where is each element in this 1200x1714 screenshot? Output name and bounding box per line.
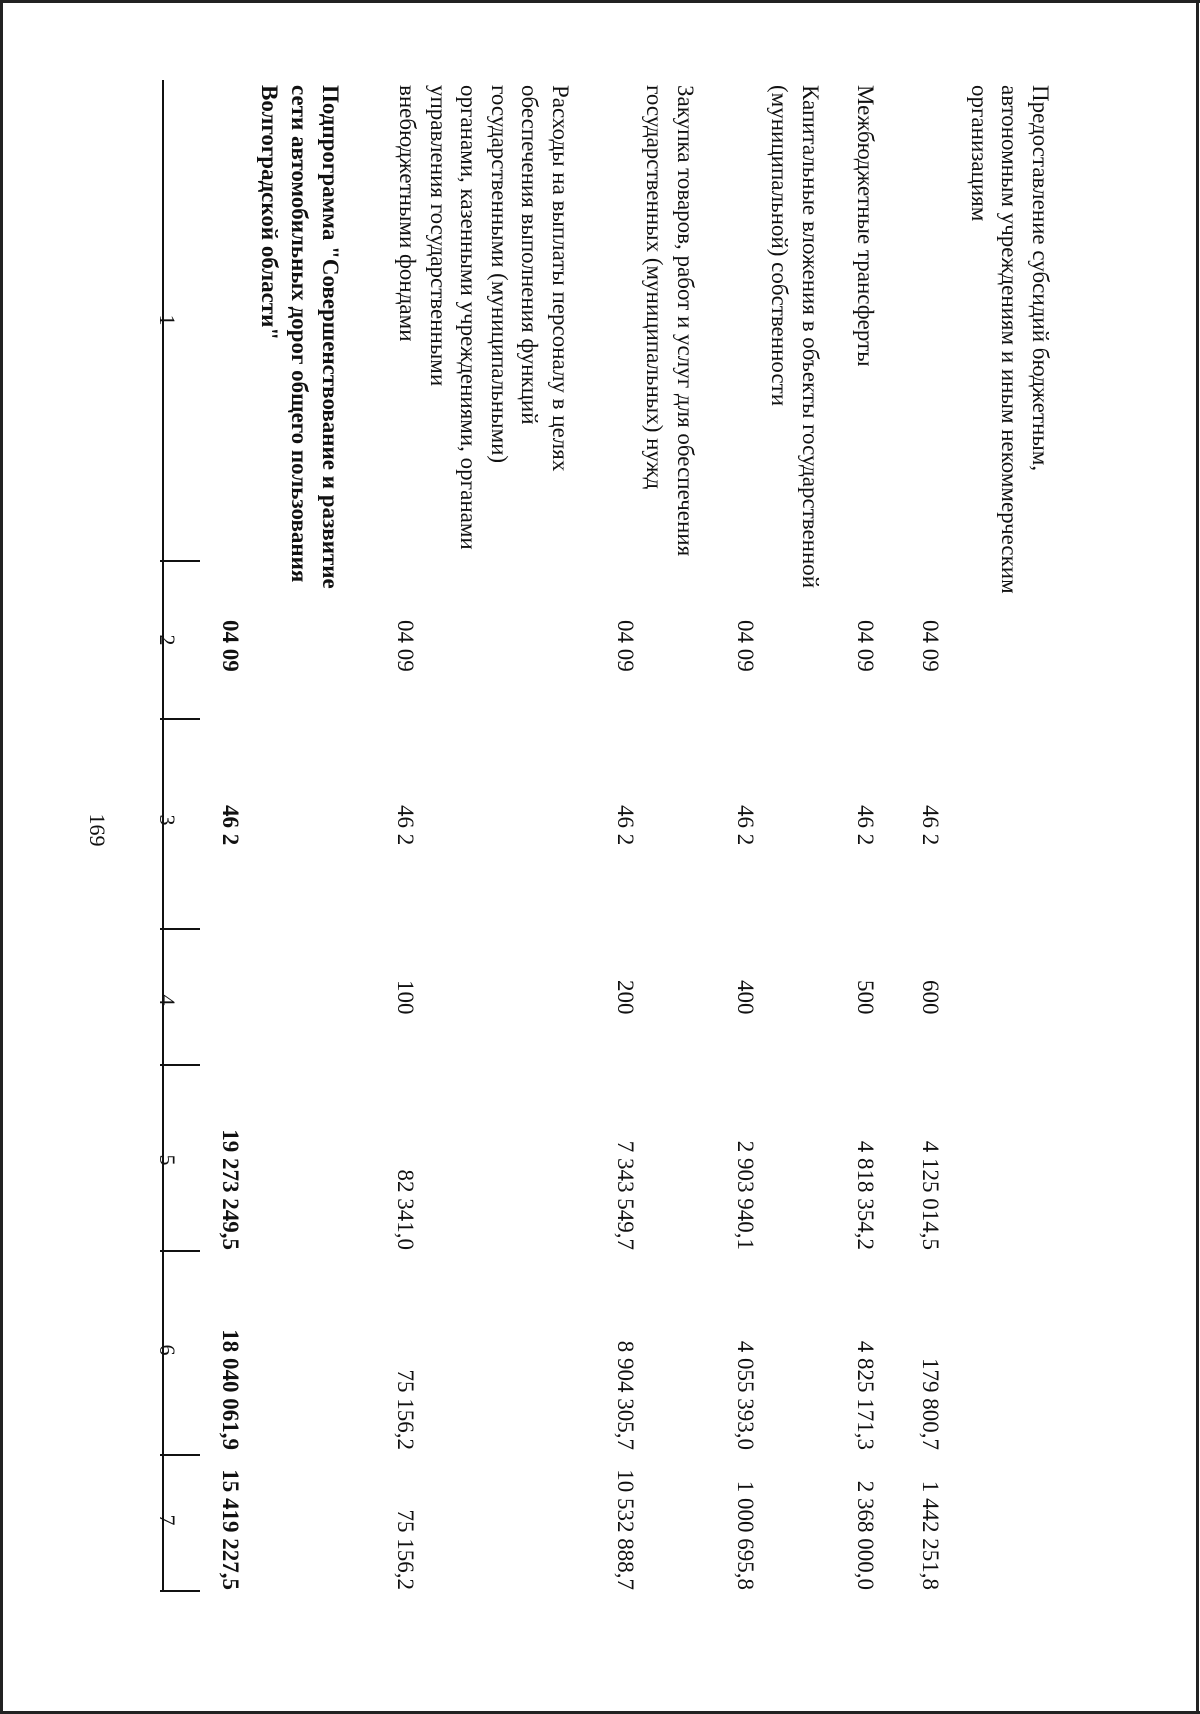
row-2-target: 46 2 bbox=[393, 805, 418, 846]
column-header-1: 1 bbox=[155, 314, 180, 326]
row-4-description: Капитальные вложения в объекты государственной (муниципальной) собственности bbox=[767, 85, 823, 589]
page-number: 169 bbox=[85, 813, 110, 847]
row-5-target: 46 2 bbox=[853, 805, 878, 846]
row-5-section: 04 09 bbox=[853, 620, 878, 672]
column-header-4: 4 bbox=[155, 994, 180, 1006]
row-6-value-6: 179 800,7 bbox=[918, 1358, 943, 1450]
header-divider-5-6 bbox=[160, 1250, 200, 1252]
row-1-value-5: 19 273 249,5 bbox=[218, 1129, 243, 1250]
row-3-type: 200 bbox=[613, 980, 638, 1015]
column-header-3: 3 bbox=[155, 814, 180, 826]
header-right-edge bbox=[160, 1590, 200, 1592]
header-divider-3-4 bbox=[160, 928, 200, 930]
row-1-section: 04 09 bbox=[218, 620, 243, 672]
row-6-value-7: 1 442 251,8 bbox=[918, 1480, 943, 1590]
row-4-section: 04 09 bbox=[733, 620, 758, 672]
row-3-value-7: 10 532 888,7 bbox=[613, 1469, 638, 1590]
column-header-5: 5 bbox=[155, 1154, 180, 1166]
column-header-7: 7 bbox=[155, 1514, 180, 1526]
row-4-value-6: 4 055 393,0 bbox=[733, 1340, 758, 1450]
row-2-value-6: 75 156,2 bbox=[393, 1369, 418, 1450]
row-2-value-5: 82 341,0 bbox=[393, 1169, 418, 1250]
row-1-description: Подпрограмма "Совершенствование и развитие сети автомобильных дорог общего пользования Волгоградской области" bbox=[257, 85, 343, 589]
row-5-value-5: 4 818 354,2 bbox=[853, 1140, 878, 1250]
row-3-description: Закупка товаров, работ и услуг для обеспечения государственных (муниципальных) нужд bbox=[642, 85, 698, 557]
header-divider-4-5 bbox=[160, 1064, 200, 1066]
row-5-value-7: 2 368 000,0 bbox=[853, 1480, 878, 1590]
row-5-value-6: 4 825 171,3 bbox=[853, 1340, 878, 1450]
row-3-target: 46 2 bbox=[613, 805, 638, 846]
row-4-target: 46 2 bbox=[733, 805, 758, 846]
row-1-target: 46 2 bbox=[218, 805, 243, 846]
row-1-value-7: 15 419 227,5 bbox=[218, 1469, 243, 1590]
header-divider-1-2 bbox=[160, 560, 200, 562]
row-6-section: 04 09 bbox=[918, 620, 943, 672]
column-header-6: 6 bbox=[155, 1344, 180, 1356]
row-2-description: Расходы на выплаты персоналу в целях обеспечения выполнения функций государственными (муниципальными) органами, казенными учреждениями, органами управления государственными внебюджетными фондами bbox=[395, 85, 573, 550]
row-6-target: 46 2 bbox=[918, 805, 943, 846]
row-1-value-6: 18 040 061,9 bbox=[218, 1329, 243, 1450]
header-divider-6-7 bbox=[160, 1454, 200, 1456]
column-header-2: 2 bbox=[155, 634, 180, 646]
row-2-section: 04 09 bbox=[393, 620, 418, 672]
row-5-description: Межбюджетные трансферты bbox=[853, 85, 878, 367]
row-4-value-5: 2 903 940,1 bbox=[733, 1140, 758, 1250]
header-divider-2-3 bbox=[160, 718, 200, 720]
row-6-type: 600 bbox=[918, 980, 943, 1015]
row-2-value-7: 75 156,2 bbox=[393, 1509, 418, 1590]
row-4-type: 400 bbox=[733, 980, 758, 1015]
row-5-type: 500 bbox=[853, 980, 878, 1015]
row-3-value-5: 7 343 549,7 bbox=[613, 1140, 638, 1250]
row-2-type: 100 bbox=[393, 980, 418, 1015]
row-6-value-5: 4 125 014,5 bbox=[918, 1140, 943, 1250]
row-4-value-7: 1 000 695,8 bbox=[733, 1480, 758, 1590]
row-3-value-6: 8 904 305,7 bbox=[613, 1340, 638, 1450]
row-6-description: Предоставление субсидий бюджетным, автономным учреждениям и иным некоммерческим организациям bbox=[967, 85, 1053, 594]
row-3-section: 04 09 bbox=[613, 620, 638, 672]
